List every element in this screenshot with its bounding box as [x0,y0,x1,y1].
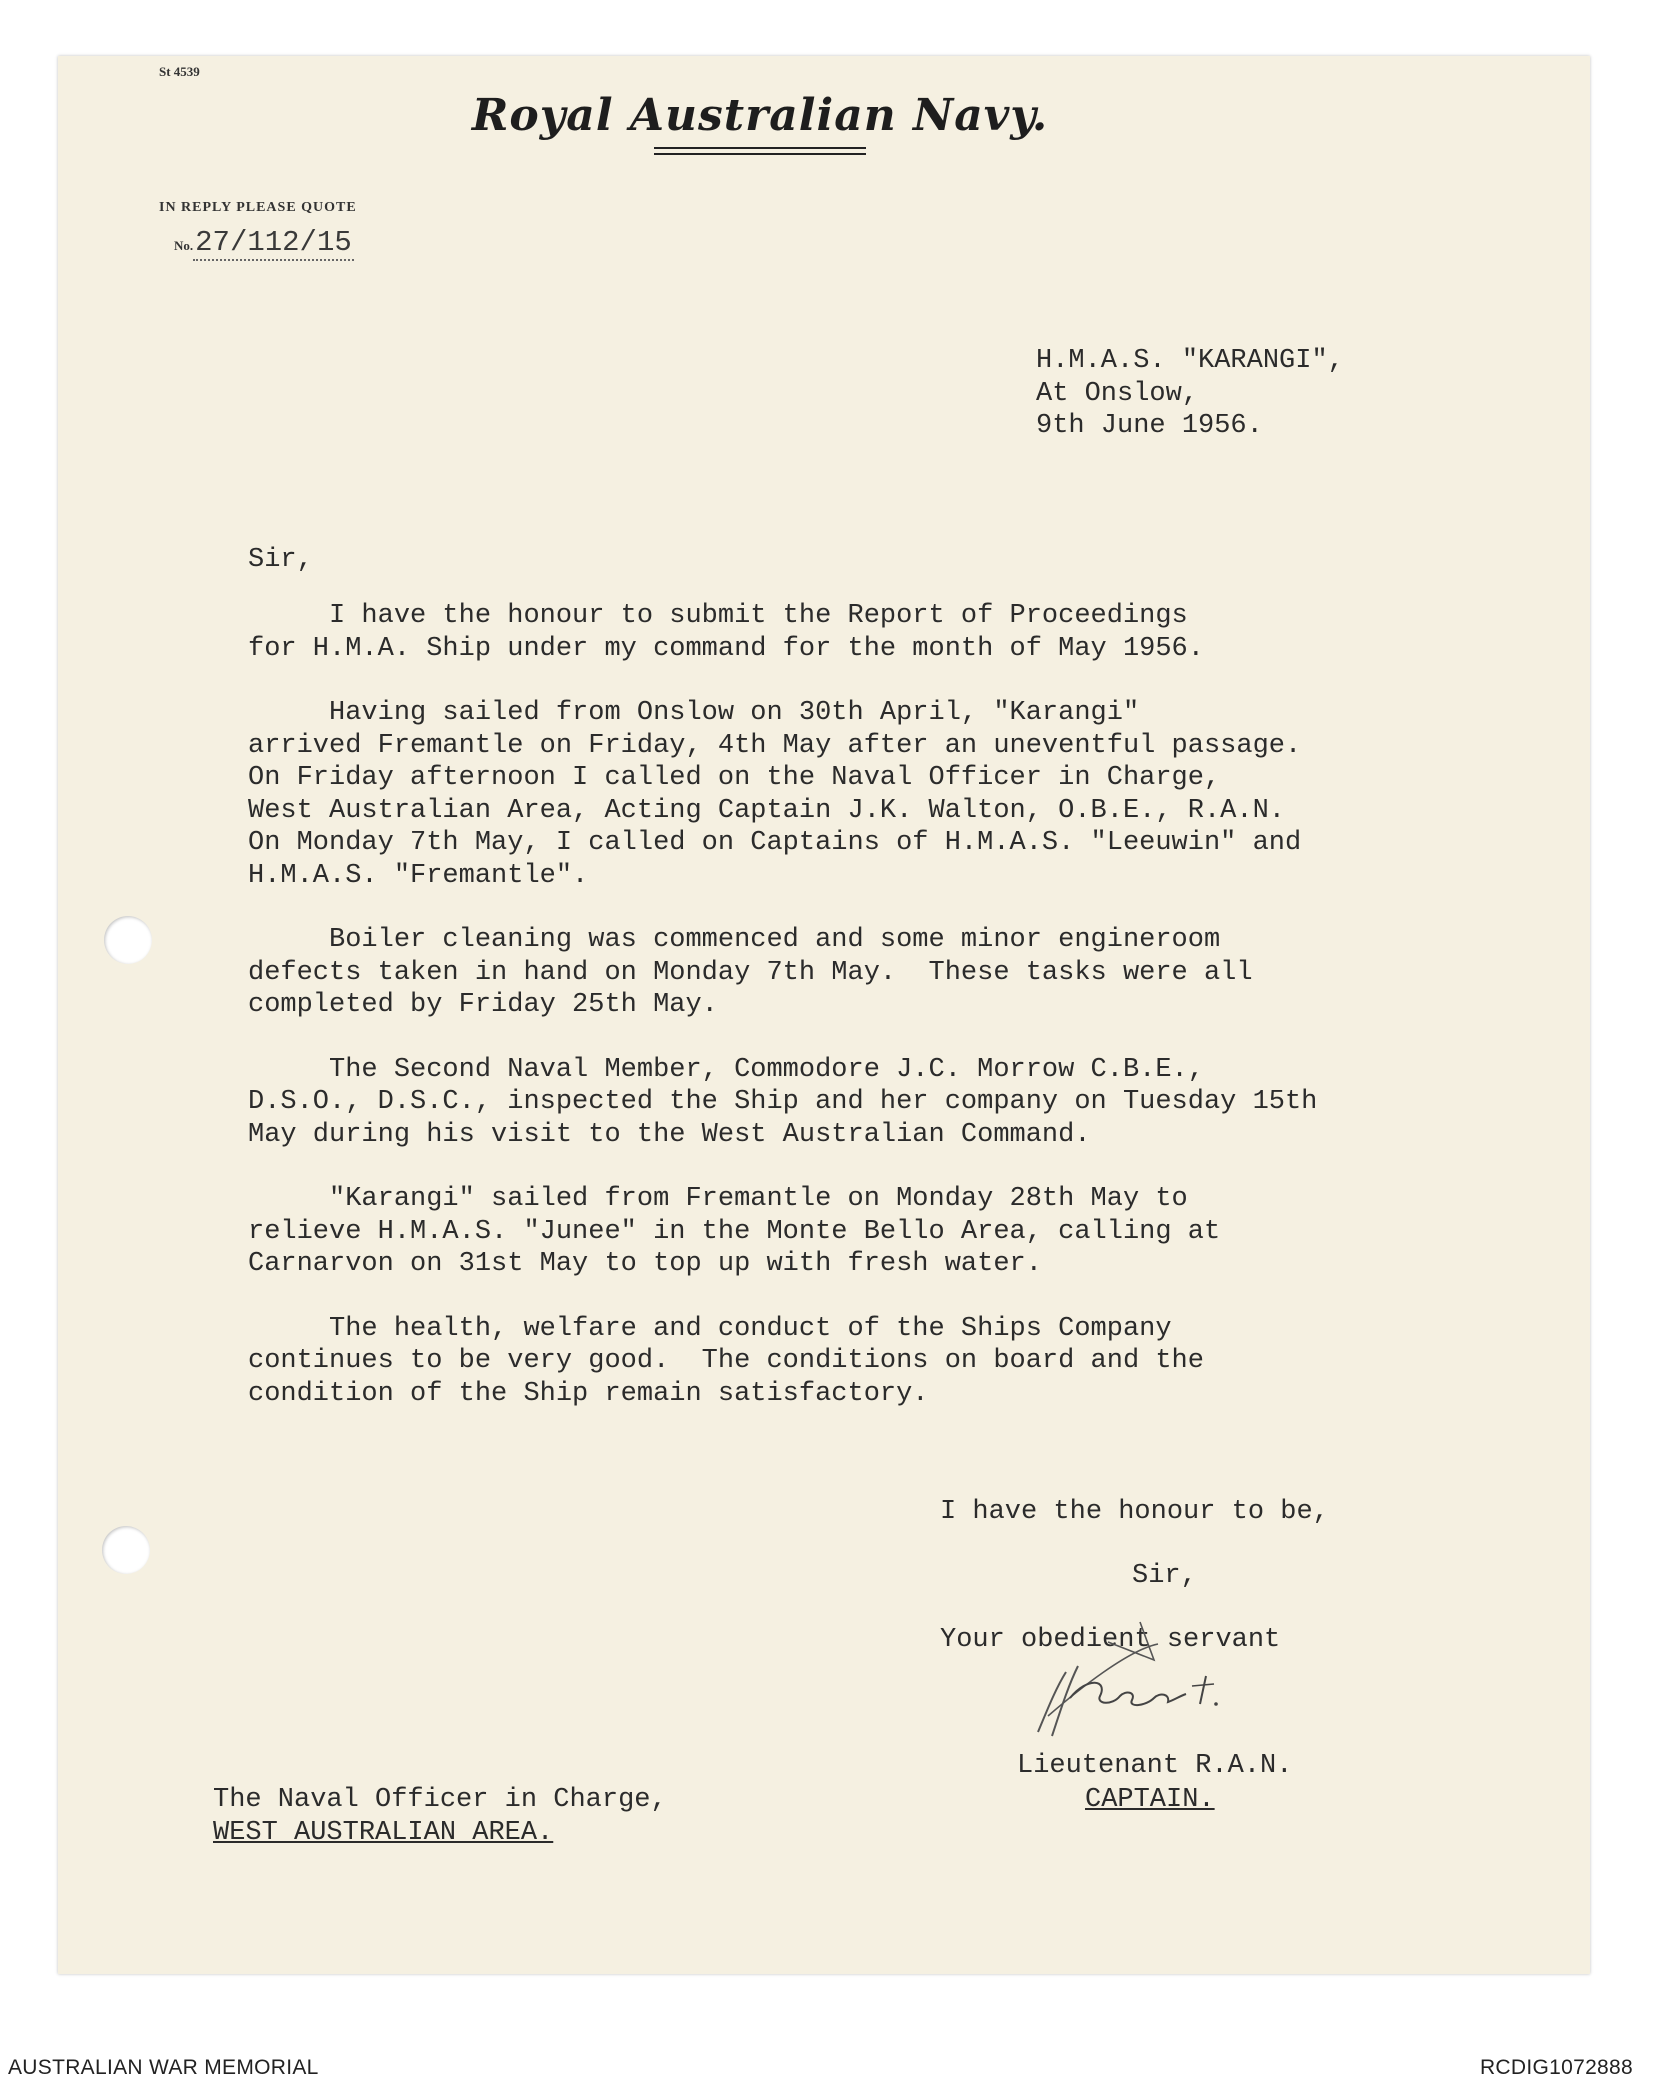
body-paragraph: Having sailed from Onslow on 30th April, "Karangi" arrived Fremantle on Friday, 4th May after an uneventful passage. On Friday afternoon I called on the Naval Officer in Charge, West Australian Area, Acting Captain J.K. Walton, O.B.E., R.A.N. On Monday 7th May, I called on Captains of H.M.A.S. "Leeuwin" and H.M.A.S. "Fremantle". [248,698,1302,891]
reference-line [174,226,354,259]
sender-address [1036,345,1344,443]
addressee-block [213,1784,667,1849]
reference-prefix: No. [174,238,194,253]
salutation: Sir, [248,545,313,575]
letter-date: 9th June 1956. [1036,411,1263,441]
letterhead-title: Royal Australian Navy. [471,90,1049,141]
form-number: St 4539 [159,64,200,79]
closing-line: I have the honour to be, [940,1497,1329,1527]
archive-name: AUSTRALIAN WAR MEMORIAL [8,2056,319,2079]
archive-id: RCDIG1072888 [1479,2056,1633,2079]
signatory-title: CAPTAIN. [1085,1785,1215,1815]
handwritten-signature [1008,1620,1268,1740]
letter-body [248,600,1317,1410]
body-paragraph: "Karangi" sailed from Fremantle on Monday 28th May to relieve H.M.A.S. "Junee" in the Monte Bello Area, calling at Carnarvon on 31st May to top up with fresh water. [248,1184,1221,1279]
letterhead [400,90,1120,155]
address-line: At Onslow, [1036,378,1199,409]
body-paragraph: I have the honour to submit the Report of Proceedings for H.M.A. Ship under my command for the month of May 1956. [248,601,1204,664]
reference-number: 27/112/15 [195,226,352,259]
signatory-rank: Lieutenant R.A.N. [1017,1751,1293,1781]
punch-hole [102,1526,150,1574]
letterhead-rule [654,147,866,155]
body-paragraph: The health, welfare and conduct of the Ships Company continues to be very good. The conditions on board and the condition of the Ship remain satisfactory. [248,1313,1204,1409]
addressee-line: The Naval Officer in Charge, [213,1785,667,1815]
body-paragraph: The Second Naval Member, Commodore J.C. Morrow C.B.E., D.S.O., D.S.C., inspected the Ship and her company on Tuesday 15th May during his visit to the West Australian Command. [248,1054,1318,1150]
reply-label: IN REPLY PLEASE QUOTE [159,200,357,215]
body-paragraph: Boiler cleaning was commenced and some minor engineroom defects taken in hand on Monday 7th May. These tasks were all completed by Friday 25th May. [248,925,1253,1020]
closing-line: Your obedient servant [940,1625,1281,1655]
addressee-line: WEST AUSTRALIAN AREA. [213,1817,554,1848]
punch-hole [104,916,152,964]
address-line: H.M.A.S. "KARANGI", [1036,346,1344,376]
closing-line: Sir, [1132,1561,1197,1591]
